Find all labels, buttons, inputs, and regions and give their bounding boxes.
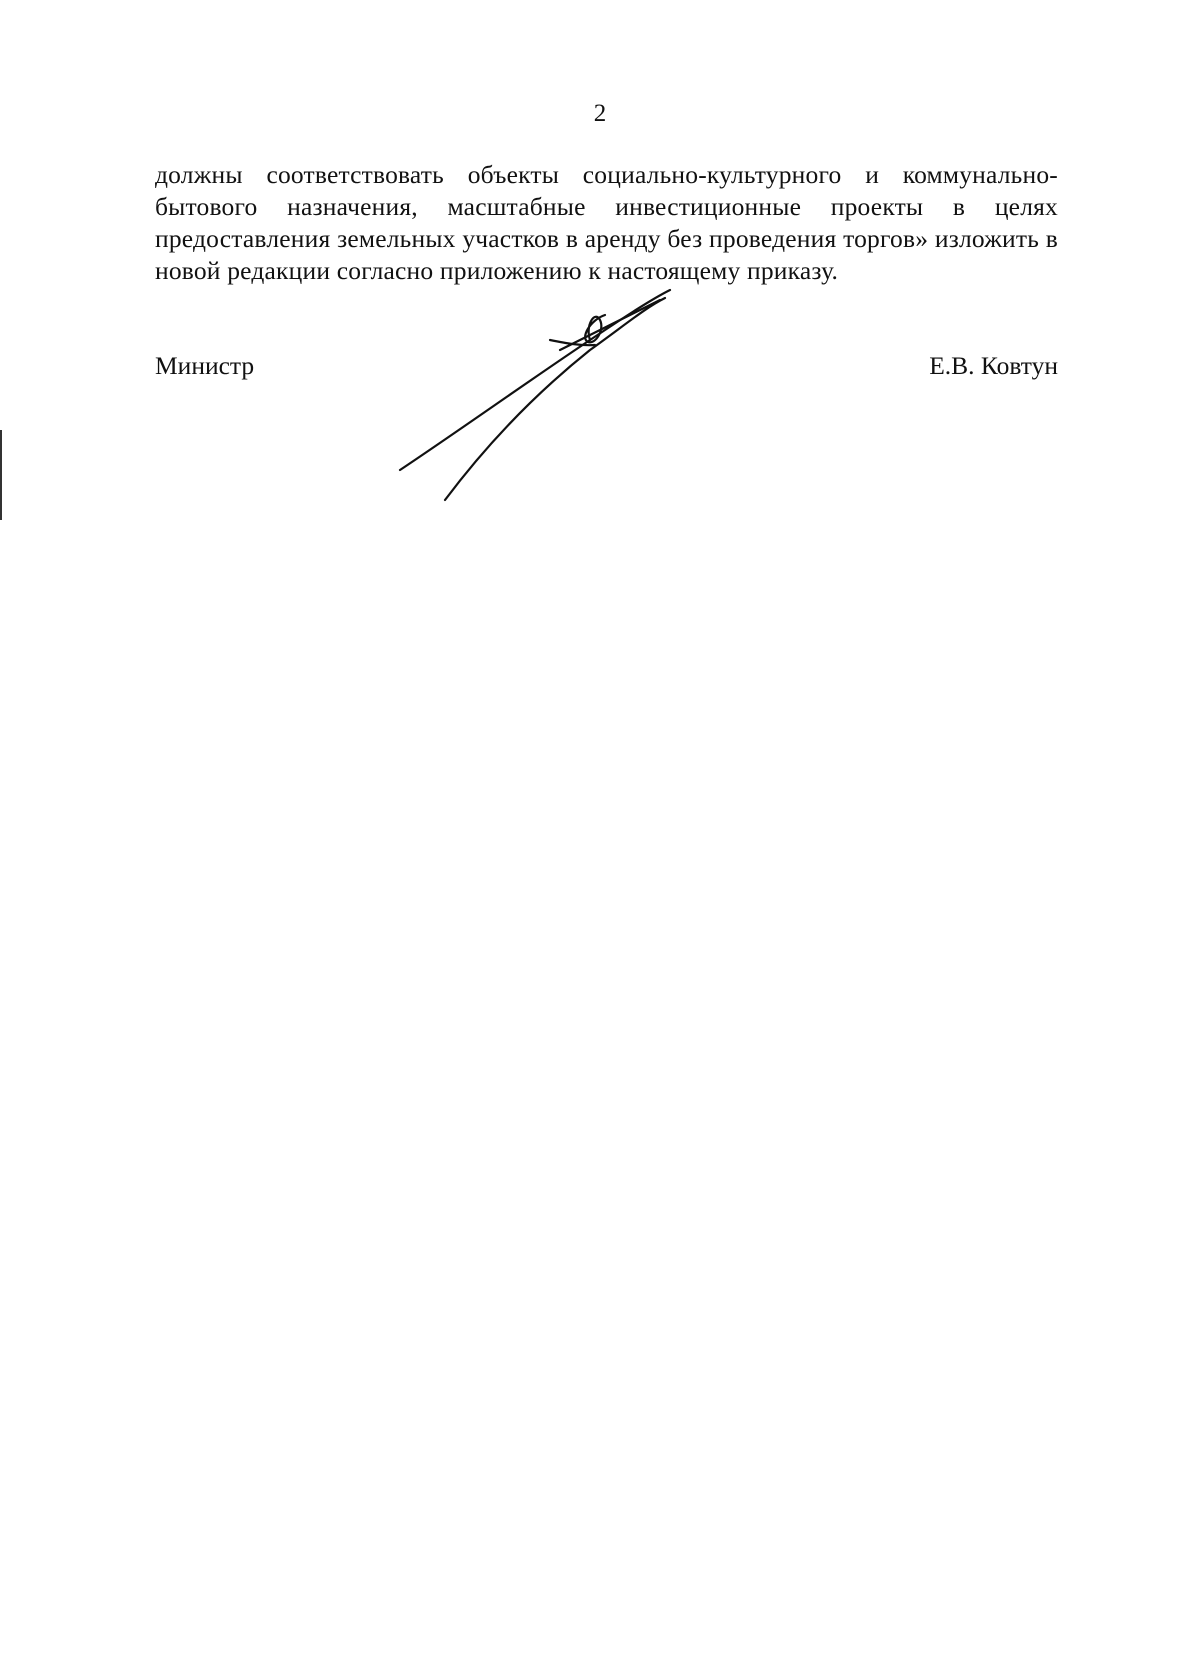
handwritten-signature [390, 280, 710, 530]
page-number: 2 [593, 100, 607, 127]
signer-title: Министр [155, 351, 255, 380]
scan-edge-mark [0, 430, 2, 520]
body-paragraph: должны соответствовать объекты социально-культурного и коммунально-бытового назначения, масштабные инвестиционные проекты в целях предоставления земельных участков в аренду без проведения торгов» изложить в новой редакции согласно приложению к настоящему приказу. [155, 160, 1058, 285]
body-text [155, 159, 1058, 287]
signer-name: Е.В. Ковтун [929, 351, 1058, 380]
